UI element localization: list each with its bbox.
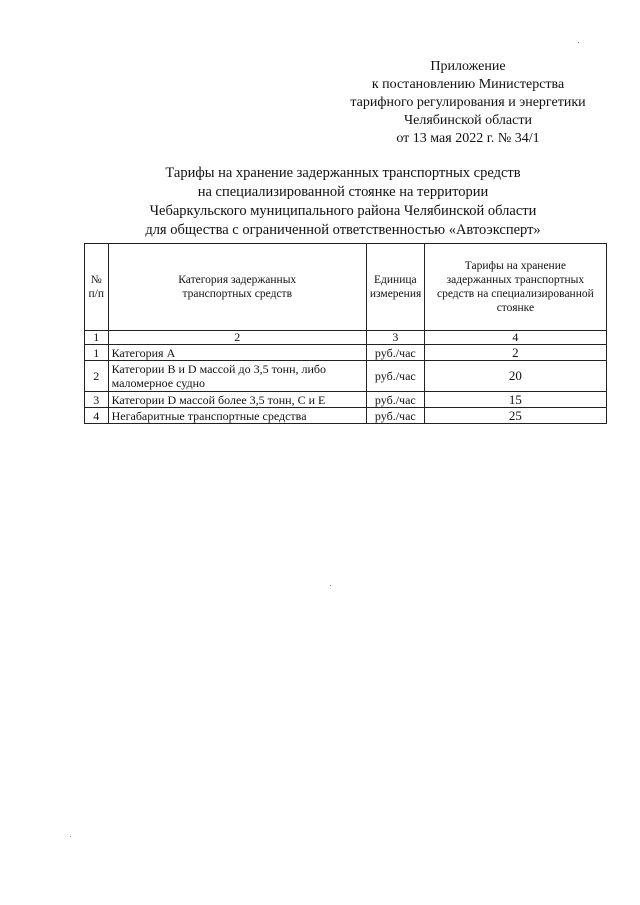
appendix-line: Челябинской области (404, 113, 532, 128)
table-row (85, 408, 607, 424)
appendix-line: к постановлению Министерства (371, 77, 565, 92)
title-line: Тарифы на хранение задержанных транспортных средств (165, 165, 521, 181)
row-unit: руб./час (366, 408, 424, 424)
row-num: 2 (85, 361, 109, 392)
document-title (110, 164, 576, 240)
row-category: Категория А (108, 345, 366, 361)
row-unit: руб./час (366, 345, 424, 361)
table-row (85, 361, 607, 392)
column-number: 4 (424, 331, 606, 345)
scan-speck (70, 836, 71, 837)
row-category: Негабаритные транспортные средства (108, 408, 366, 424)
tariff-table (84, 243, 607, 424)
row-value: 25 (424, 408, 606, 424)
row-unit: руб./час (366, 361, 424, 392)
title-line: на специализированной стоянке на территории (197, 184, 489, 200)
row-category: Категории D массой более 3,5 тонн, C и E (108, 392, 366, 408)
column-number: 1 (85, 331, 109, 345)
header-num: № п/п (85, 244, 109, 331)
column-number: 3 (366, 331, 424, 345)
table-row (85, 345, 607, 361)
header-unit: Единица измерения (366, 244, 424, 331)
row-category: Категории B и D массой до 3,5 тонн, либо маломерное судно (108, 361, 366, 392)
table-row (85, 392, 607, 408)
appendix-block (332, 58, 604, 148)
scan-speck (330, 585, 331, 586)
scan-speck (578, 42, 579, 43)
appendix-line: тарифного регулирования и энергетики (350, 95, 586, 110)
title-line: для общества с ограниченной ответственностью «Автоэксперт» (145, 222, 541, 238)
row-value: 20 (424, 361, 606, 392)
row-num: 3 (85, 392, 109, 408)
header-category: Категория задержанных транспортных средств (108, 244, 366, 331)
row-value: 2 (424, 345, 606, 361)
table-header-row (85, 244, 607, 331)
appendix-date-line: от 13 мая 2022 г. № 34/1 (396, 131, 540, 146)
header-tariff: Тарифы на хранение задержанных транспортных средств на специализированной стоянке (424, 244, 606, 331)
column-number-row (85, 331, 607, 345)
row-num: 1 (85, 345, 109, 361)
title-line: Чебаркульского муниципального района Челябинской области (149, 203, 537, 219)
row-num: 4 (85, 408, 109, 424)
row-value: 15 (424, 392, 606, 408)
row-unit: руб./час (366, 392, 424, 408)
column-number: 2 (108, 331, 366, 345)
appendix-line: Приложение (430, 59, 506, 74)
